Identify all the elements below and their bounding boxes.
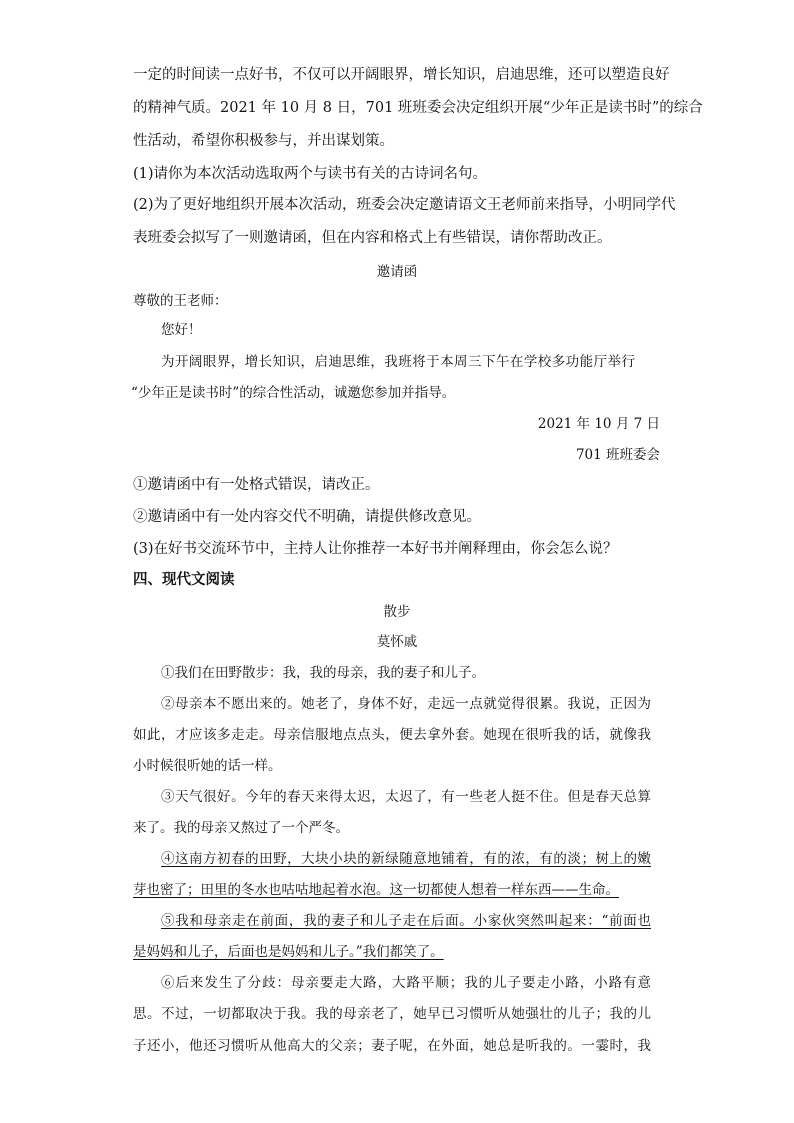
- letter-body-line-1: 为开阔眼界，增长知识，启迪思维，我班将于本周三下午在学校多功能厅举行: [161, 354, 635, 370]
- sub-question-1: ①邀请函中有一处格式错误，请改正。: [133, 477, 380, 493]
- question-2-line-2: 表班委会拟写了一则邀请函，但在内容和格式上有些错误，请你帮助改正。: [133, 230, 612, 246]
- paragraph-3-line-2: 来了。我的母亲又熬过了一个严冬。: [133, 820, 349, 836]
- letter-title: 邀请函: [376, 264, 418, 280]
- question-3: (3)在好书交流环节中，主持人让你推荐一本好书并阐释理由，你会怎么说？: [133, 541, 618, 557]
- essay-author: 莫怀戚: [376, 634, 418, 650]
- question-1: (1)请你为本次活动选取两个与读书有关的古诗词名句。: [133, 166, 488, 182]
- paragraph-2-line-1: ②母亲本不愿出来的。她老了，身体不好，走远一点就觉得很累。我说，正因为: [161, 696, 651, 712]
- letter-body-line-2: “少年正是读书时”的综合性活动，诚邀您参加并指导。: [131, 385, 456, 401]
- letter-date: 2021 年 10 月 7 日: [537, 416, 660, 432]
- paragraph-6-line-3: 子还小，他还习惯听从他高大的父亲；妻子呢，在外面，她总是听我的。一霎时，我: [133, 1038, 651, 1054]
- letter-greeting: 您好！: [161, 322, 202, 338]
- paragraph-5-line-2: 是妈妈和儿子，后面也是妈妈和儿子。”我们都笑了。: [133, 944, 444, 960]
- intro-line-2: 的精神气质。2021 年 10 月 8 日，701 班班委会决定组织开展“少年正是读书时”的综合: [133, 100, 703, 116]
- paragraph-1: ①我们在田野散步：我，我的母亲，我的妻子和儿子。: [161, 665, 485, 681]
- paragraph-4-line-1: ④这南方初春的田野，大块小块的新绿随意地铺着，有的浓，有的淡；树上的嫩: [161, 851, 651, 867]
- paragraph-5-line-1: ⑤我和母亲走在前面，我的妻子和儿子走在后面。小家伙突然叫起来：“前面也: [161, 913, 651, 929]
- paragraph-2-line-2: 如此，才应该多走走。母亲信服地点点头，便去拿外套。她现在很听我的话，就像我: [133, 727, 651, 743]
- essay-title: 散步: [383, 604, 411, 620]
- paragraph-2-line-3: 小时候很听她的话一样。: [133, 758, 282, 774]
- intro-line-3: 性活动，希望你积极参与，并出谋划策。: [133, 133, 394, 149]
- sub-question-2: ②邀请函中有一处内容交代不明确，请提供修改意见。: [133, 509, 481, 525]
- paragraph-6-line-2: 思。不过，一切都取决于我。我的母亲老了，她早已习惯听从她强壮的儿子；我的儿: [133, 1006, 651, 1022]
- letter-signature: 701 班班委会: [575, 447, 660, 463]
- question-2-line-1: (2)为了更好地组织开展本次活动，班委会决定邀请语文王老师前来指导，小明同学代: [133, 197, 676, 213]
- paragraph-3-line-1: ③天气很好。今年的春天来得太迟，太迟了，有一些老人挺不住。但是春天总算: [161, 789, 651, 805]
- section-heading: 四、现代文阅读: [133, 571, 235, 588]
- intro-line-1: 一定的时间读一点好书，不仅可以开阔眼界，增长知识，启迪思维，还可以塑造良好: [133, 67, 670, 83]
- paragraph-6-line-1: ⑥后来发生了分歧：母亲要走大路，大路平顺；我的儿子要走小路，小路有意: [161, 975, 651, 991]
- paragraph-4-line-2: 芽也密了；田里的冬水也咕咕地起着水泡。这一切都使人想着一样东西——生命。: [133, 882, 619, 898]
- letter-salutation: 尊敬的王老师：: [133, 293, 228, 309]
